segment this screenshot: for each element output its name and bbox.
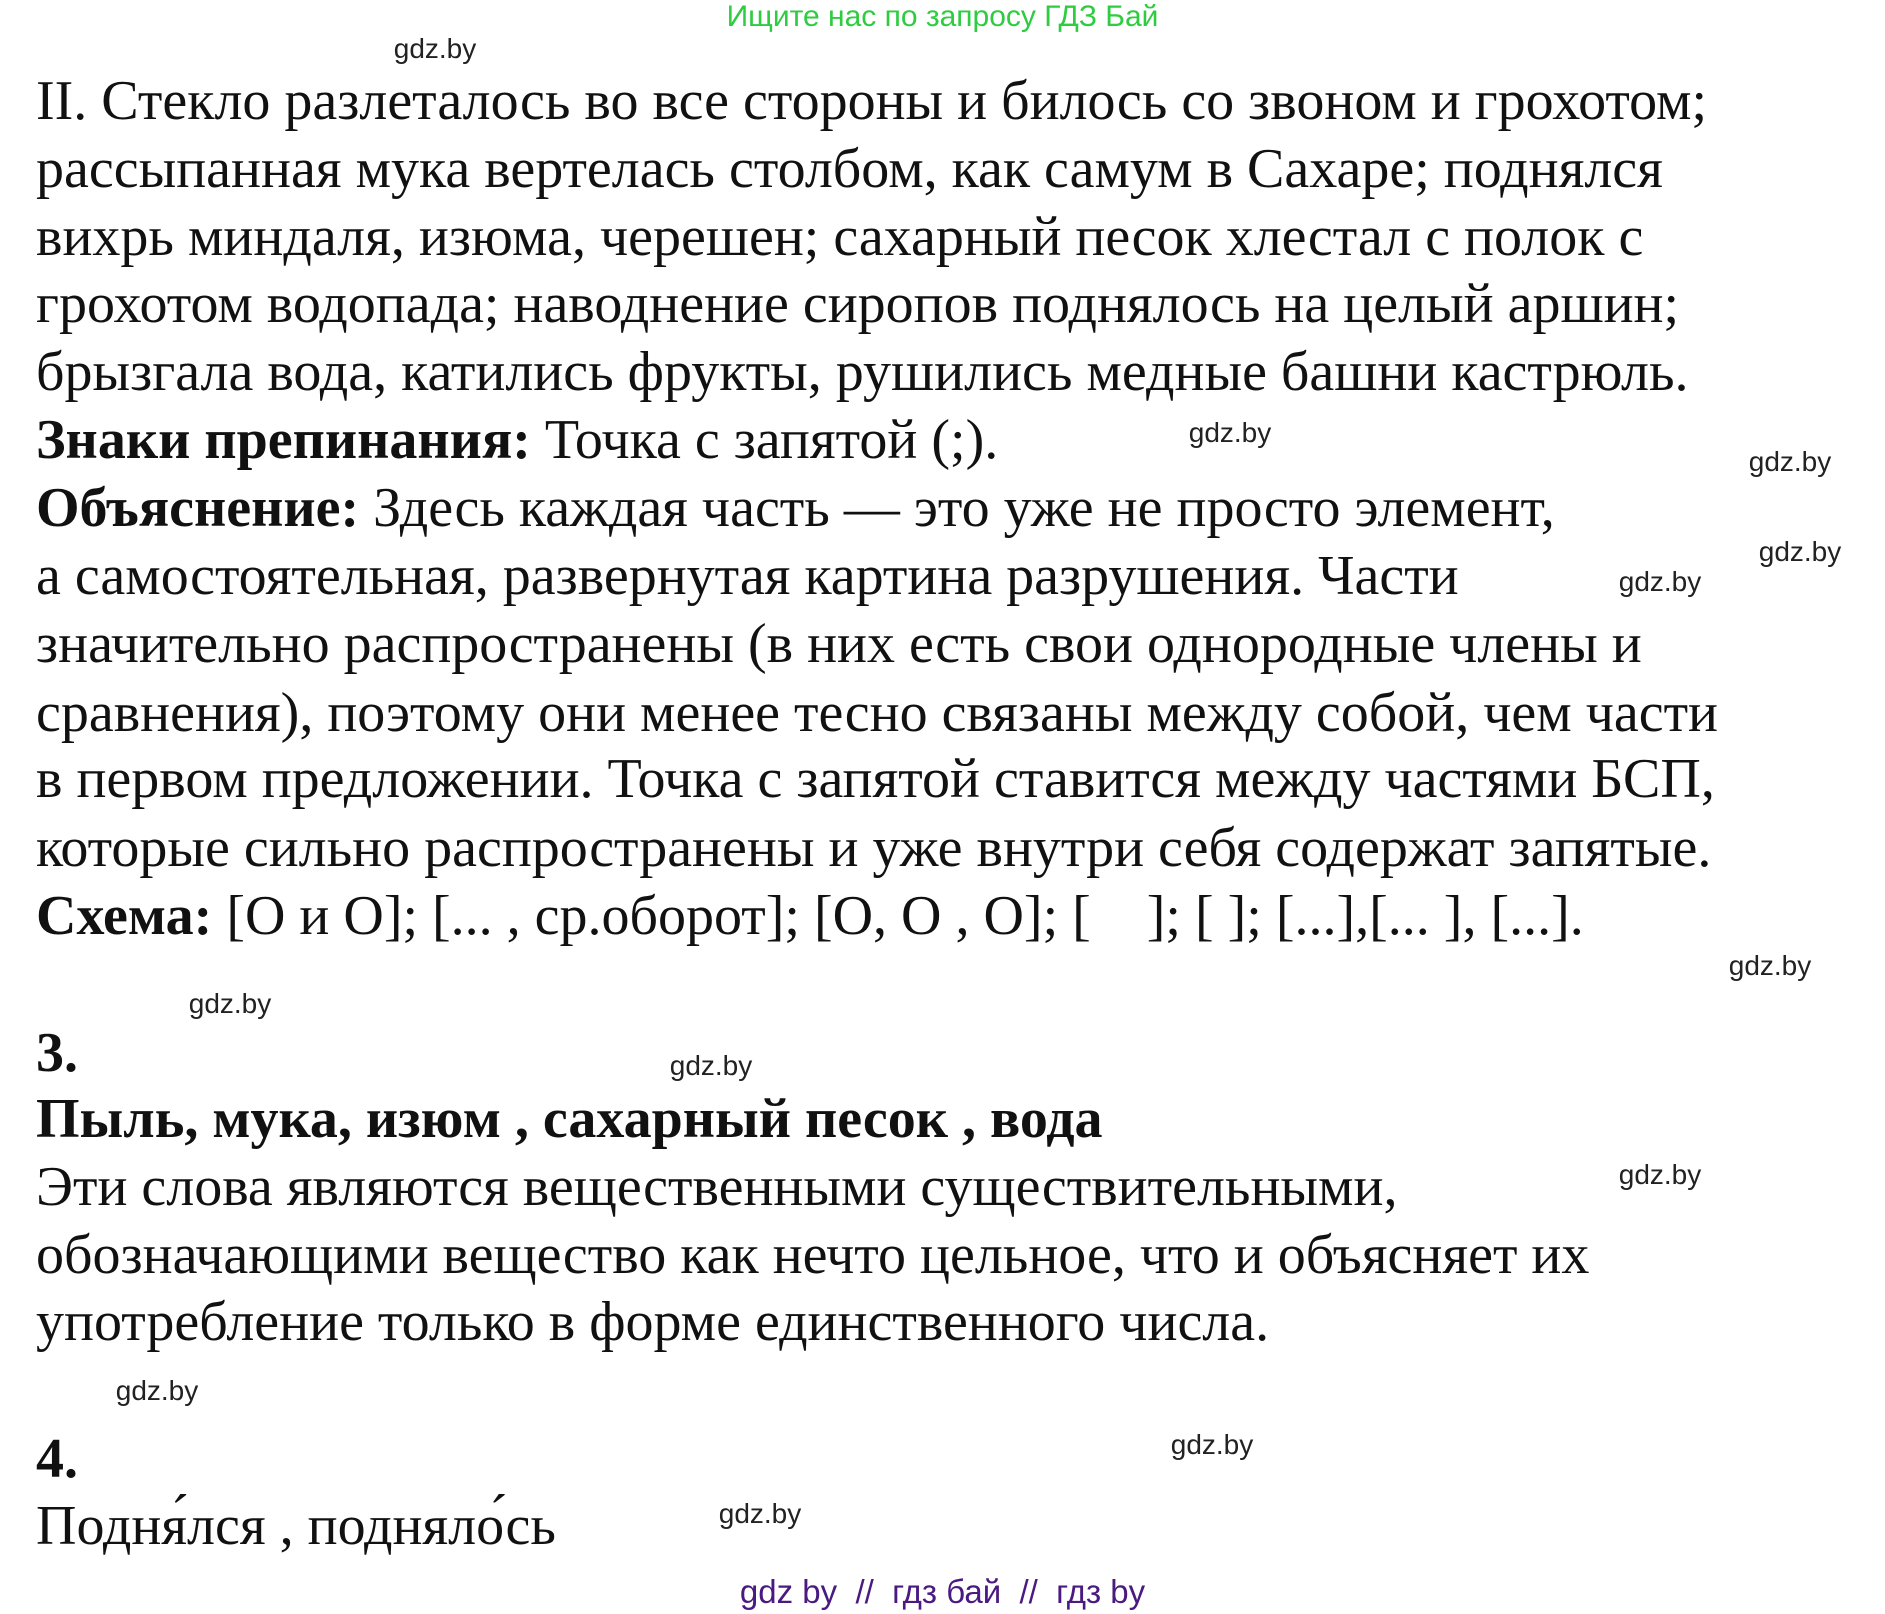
punctuation-text: Точка с запятой (;). <box>530 409 999 471</box>
text-line: которые сильно распространены и уже внутри себя содержат запятые. <box>36 817 1712 879</box>
explanation-text: Здесь каждая часть — это уже не просто элемент, <box>359 477 1555 539</box>
text-line: грохотом водопада; наводнение сиропов поднялось на целый аршин; <box>36 273 1680 335</box>
text-line: II. Стекло разлеталось во все стороны и билось со звоном и грохотом; <box>36 70 1708 132</box>
watermark: gdz.by <box>1618 1159 1702 1190</box>
scheme-line <box>36 882 1584 950</box>
watermark: gdz.by <box>1170 1429 1254 1460</box>
watermark: gdz.by <box>188 988 272 1019</box>
text-line: сравнения), поэтому они менее тесно связаны между собой, чем части <box>36 682 1719 744</box>
watermark: gdz.by <box>1748 446 1832 477</box>
scheme-label: Схема: <box>36 885 213 947</box>
section-number: 3. <box>36 1022 78 1084</box>
watermark: gdz.by <box>393 33 477 64</box>
search-banner: Ищите нас по запросу ГДЗ Бай <box>726 0 1159 33</box>
watermark: gdz.by <box>115 1375 199 1406</box>
text-line: Эти слова являются вещественными существительными, <box>36 1156 1398 1218</box>
watermark: gdz.by <box>1728 950 1812 981</box>
text-line: обозначающими вещество как нечто цельное, что и объясняет их <box>36 1224 1590 1286</box>
answer-text: Подня́лся , подняло́сь <box>36 1495 556 1557</box>
footer-links: gdz by // гдз бай // гдз by <box>739 1573 1146 1610</box>
explanation-line <box>36 474 1555 542</box>
text-line: брызгала вода, катились фрукты, рушились медные башни кастрюль. <box>36 341 1689 403</box>
explanation-label: Объяснение: <box>36 477 360 539</box>
word-list: Пыль, мука, изюм , сахарный песок , вода <box>36 1088 1103 1150</box>
text-line: рассыпанная мука вертелась столбом, как самум в Сахаре; поднялся <box>36 138 1663 200</box>
watermark: gdz.by <box>1188 417 1272 448</box>
text-line: в первом предложении. Точка с запятой ставится между частями БСП, <box>36 748 1715 810</box>
scheme-text: [О и О]; [... , ср.оборот]; [О, О , О]; [ ]; [ ]; [...],[... ], [...]. <box>212 885 1584 947</box>
section-number: 4. <box>36 1428 78 1490</box>
text-line: употребление только в форме единственного числа. <box>36 1291 1270 1353</box>
watermark: gdz.by <box>1758 536 1842 567</box>
watermark: gdz.by <box>669 1050 753 1081</box>
watermark: gdz.by <box>1618 566 1702 597</box>
punctuation-line <box>36 406 998 474</box>
text-line: вихрь миндаля, изюма, черешен; сахарный песок хлестал с полок с <box>36 206 1644 268</box>
punctuation-label: Знаки препинания: <box>36 409 531 471</box>
text-line: а самостоятельная, развернутая картина разрушения. Части <box>36 545 1459 607</box>
text-line: значительно распространены (в них есть свои однородные члены и <box>36 613 1642 675</box>
watermark: gdz.by <box>718 1498 802 1529</box>
